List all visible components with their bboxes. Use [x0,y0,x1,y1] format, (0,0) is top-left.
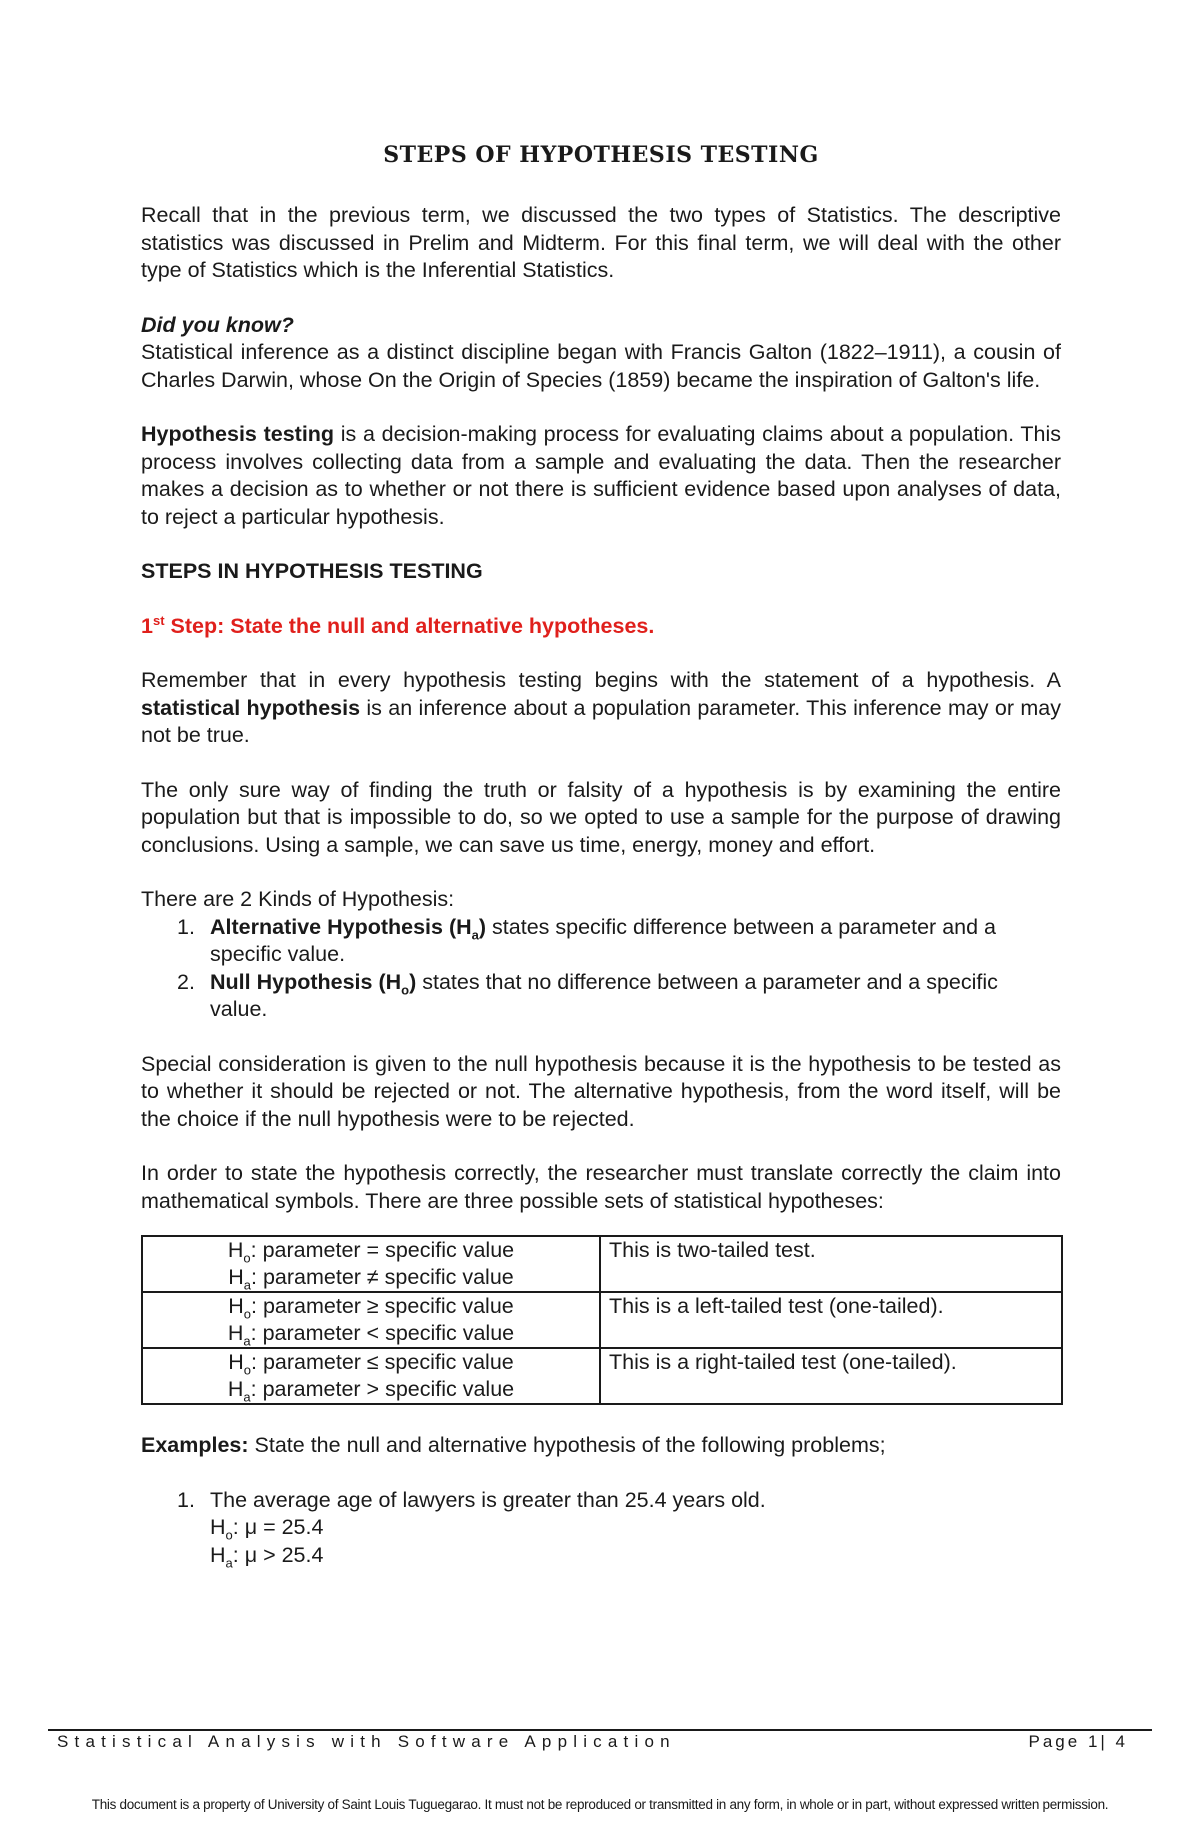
a-subscript: a [243,1389,251,1405]
list-item [141,969,1061,1024]
alternative-hypothesis-term [210,914,487,942]
statistical-hypothesis-term: statistical hypothesis [141,695,361,720]
intro-paragraph: Recall that in the previous term, we discussed the two types of Statistics. The descriptive statistics was discussed in Prelim and Midterm. For this final term, we will deal with the other type of Statistics which is the Inferential Statistics. [141,203,1061,282]
null-hypothesis-line [151,1293,591,1320]
h-symbol: H [228,1265,244,1289]
table-cell-description: This is a left-tailed test (one-tailed). [600,1292,1062,1348]
list-item-text: states specific difference between a parameter and a specific value. [210,914,996,966]
example-alt-line [210,1542,1061,1570]
h-symbol: H [227,1321,244,1345]
did-you-know-heading [141,312,1061,340]
example-null-line [210,1514,1061,1542]
alt-hypothesis-line [151,1376,591,1403]
h0-text: : parameter ≤ specific value [251,1350,514,1374]
hypotheses-table [141,1235,1063,1405]
alt-hypothesis-line [151,1320,591,1347]
h-symbol: H [210,1542,226,1567]
step1-suffix: st [152,612,165,628]
term-close: ) [478,914,487,939]
h-symbol: H [210,1515,226,1539]
o-subscript: o [225,1527,233,1543]
example-text: The average age of lawyers is greater than 25.4 years old. [210,1487,766,1512]
null-hypothesis-line [151,1349,591,1376]
hypothesis-testing-paragraph [141,421,1061,531]
footer-course-title: Statistical Analysis with Software Application [57,1732,676,1751]
examples-list [141,1487,1061,1515]
o-subscript: o [243,1306,251,1322]
kinds-list [141,914,1061,1024]
list-item-number: 1. [177,1487,195,1512]
examples-label: Examples: [141,1433,249,1457]
page-content [141,140,1061,1569]
a-subscript: a [243,1333,251,1349]
list-item [141,914,1061,969]
table-row [142,1236,1062,1292]
term-close: ) [409,969,417,994]
h0-text: : parameter ≥ specific value [251,1294,514,1318]
remember-after: is an inference about a population parameter. This inference may or may not be true. [141,695,1062,747]
h-symbol: H [227,1238,244,1262]
h-symbol: H [227,1377,244,1401]
a-subscript: a [243,1277,251,1293]
footer-page-number: Page 1| 4 [1028,1732,1128,1751]
table-row [142,1348,1062,1404]
h0-text: : parameter = specific value [250,1238,515,1262]
term-subscript: a [471,926,479,942]
step1-heading [141,613,1061,641]
ha-text: : parameter < specific value [250,1321,515,1345]
o-subscript: o [243,1362,251,1378]
did-you-know-paragraph: Statistical inference as a distinct discipline began with Francis Galton (1822–1911), a cousin of Charles Darwin, whose On the Origin of Species (1859) became the inspiration of Galton's life. [141,340,1061,392]
h0-text: : μ = 25.4 [232,1515,324,1539]
special-consideration-paragraph: Special consideration is given to the null hypothesis because it is the hypothesis to be tested as to whether it should be rejected or not. The alternative hypothesis, from the word itself, will be the choice if the null hypothesis were to be rejected. [141,1051,1061,1131]
only-sure-way-paragraph: The only sure way of finding the truth or falsity of a hypothesis is by examining the entire population but that is impossible to do, so we opted to use a sample for the purpose of drawing conclusions. Using a sample, we can save us time, energy, money and effort. [141,777,1061,857]
null-hypothesis-term [210,969,417,997]
steps-heading: STEPS IN HYPOTHESIS TESTING [141,559,483,583]
table-cell-hypotheses [142,1292,600,1348]
examples-text: State the null and alternative hypothesis of the following problems; [248,1433,886,1457]
footer-divider [48,1729,1152,1731]
examples-paragraph [141,1432,1061,1460]
list-item-number: 2. [177,969,195,994]
list-item [141,1487,1061,1515]
remember-paragraph [141,667,1061,750]
table-row [142,1292,1062,1348]
kinds-lead: There are 2 Kinds of Hypothesis: [141,887,455,911]
ha-text: : μ > 25.4 [232,1542,324,1567]
h-symbol: H [228,1294,244,1318]
table-cell-hypotheses [142,1236,600,1292]
remember-before: Remember that in every hypothesis testing begins with the statement of a hypothesis. A [141,668,1061,692]
list-item-number: 1. [177,914,195,939]
table-cell-description: This is two-tailed test. [600,1236,1062,1292]
hypothesis-testing-text: is a decision-making process for evaluating claims about a population. This process involves collecting data from a sample and evaluating the data. Then the researcher makes a decision as to whether or not there is sufficient evidence based upon analyses of data, to reject a particular hypothesis. [141,422,1061,529]
list-item-text: states that no difference between a parameter and a specific value. [210,969,998,1021]
null-hypothesis-line [151,1237,591,1264]
ha-text: : parameter > specific value [250,1377,515,1401]
example-answer [141,1514,1061,1569]
o-subscript: o [243,1250,251,1266]
copyright-notice: This document is a property of University of Saint Louis Tuguegarao. It must not be reproduced or transmitted in any form, in whole or in part, without expressed written permission. [91,1797,1109,1812]
h-symbol: H [228,1350,244,1374]
in-order-paragraph: In order to state the hypothesis correctly, the researcher must translate correctly the claim into mathematical symbols. There are three possible sets of statistical hypotheses: [141,1161,1061,1213]
ha-text: : parameter ≠ specific value [251,1265,514,1289]
a-subscript: a [225,1554,233,1570]
step1-number: 1 [141,613,153,638]
table-cell-hypotheses [142,1348,600,1404]
term-subscript: o [401,981,410,997]
term-text: Alternative Hypothesis (H [210,914,472,939]
hypothesis-testing-term: Hypothesis testing [141,422,335,446]
page-title: STEPS OF HYPOTHESIS TESTING [383,142,819,168]
term-text: Null Hypothesis (H [210,969,402,994]
table-cell-description: This is a right-tailed test (one-tailed). [600,1348,1062,1404]
alt-hypothesis-line [151,1264,591,1291]
did-you-know-label: Did you know? [141,312,294,337]
step1-text: Step: State the null and alternative hypotheses. [164,613,655,638]
